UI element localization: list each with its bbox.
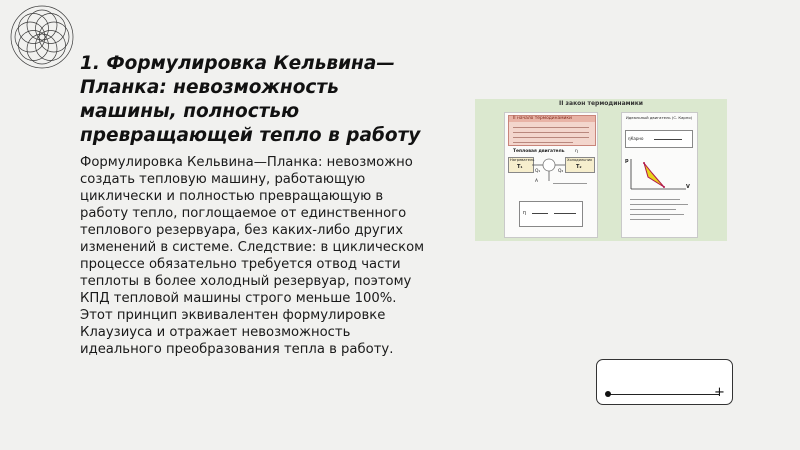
heater-label: Нагреватель bbox=[510, 158, 535, 162]
slide-body-text: Формулировка Кельвина—Планка: невозможно создать тепловую машину, работающую циклически и полностью превращающую в работу тепло, поглощаемое от единственного теплового резервуара, без каких-либо других изменений в системе. Следствие: в циклическом процессе обязательно требуется отвод части теплоты в более холодный резервуар, поэтому КПД тепловой машины строго меньше 100%. Этот принцип эквивалентен формулировке Клаузиуса и отражает невозможность идеального преобразования тепла в работу. bbox=[80, 155, 425, 357]
plus-icon[interactable]: + bbox=[714, 385, 725, 400]
q1-label: Q₁ bbox=[535, 169, 541, 174]
slider-track[interactable] bbox=[607, 394, 719, 395]
eta-symbol: η bbox=[575, 149, 578, 154]
heater-temp: T₁ bbox=[517, 164, 523, 170]
spirograph-logo-icon bbox=[8, 3, 76, 71]
carnot-header: Идеальный двигатель (С. Карно) bbox=[625, 115, 693, 120]
heater-box bbox=[508, 157, 534, 173]
cooler-temp: T₂ bbox=[576, 164, 582, 170]
second-law-box bbox=[508, 115, 596, 146]
work-label: A bbox=[535, 179, 539, 184]
axis-v-label: V bbox=[686, 184, 690, 190]
engine-label: Тепловая двигатель bbox=[513, 149, 565, 154]
carnot-pv-diagram bbox=[628, 157, 688, 193]
slide-title: 1. Формулировка Кельвина—Планка: невозможность машины, полностью превращающей тепло в работу bbox=[80, 53, 421, 146]
eta-carnot-label: ηКарно bbox=[628, 136, 644, 141]
formula-eta-symbol: η bbox=[523, 210, 527, 216]
figure-right-panel bbox=[621, 112, 698, 238]
axis-p-label: p bbox=[625, 158, 629, 164]
q2-label: Q₂ bbox=[558, 169, 564, 174]
cooler-label: Холодильник bbox=[567, 158, 593, 162]
dot-icon[interactable] bbox=[605, 391, 611, 397]
figure-left-panel bbox=[504, 112, 598, 238]
slider-widget[interactable] bbox=[596, 359, 733, 405]
figure-title: II закон термодинамики bbox=[558, 100, 643, 107]
cooler-box bbox=[565, 157, 595, 173]
thermodynamics-figure bbox=[475, 99, 727, 241]
second-law-header: II начало термодинамики bbox=[513, 116, 572, 121]
carnot-formula-box bbox=[625, 130, 693, 148]
efficiency-formula-box bbox=[519, 201, 583, 227]
